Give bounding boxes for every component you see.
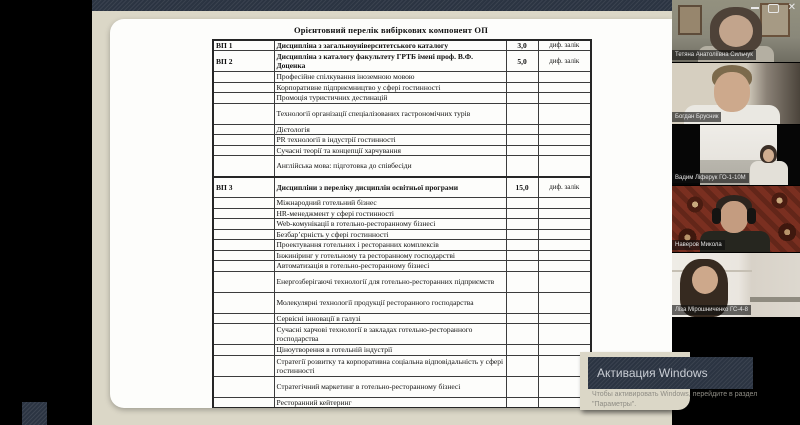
cell-control — [538, 103, 591, 124]
table-row — [213, 103, 591, 124]
windows-activation-hint-line1: Чтобы активировать Windows, перейдите в раздел — [592, 391, 758, 398]
cell-name: Корпоративне підприємництво у сфері гостинності — [274, 82, 506, 93]
table-row — [213, 355, 591, 376]
cell-code — [213, 219, 274, 230]
cell-control — [538, 324, 591, 345]
cell-code: ВП 3 — [213, 177, 274, 198]
cell-control — [538, 240, 591, 251]
participant-video-4[interactable] — [672, 186, 800, 252]
cell-credits — [506, 261, 538, 272]
cell-name: Сучасні теорії та концепції харчування — [274, 145, 506, 156]
cell-code — [213, 208, 274, 219]
headphones-art — [712, 208, 721, 224]
table-row — [213, 82, 591, 93]
table-row — [213, 145, 591, 156]
cell-credits — [506, 240, 538, 251]
cell-control: диф. залік — [538, 51, 591, 72]
cell-name: Професійне спілкування іноземною мовою — [274, 72, 506, 83]
table-row — [213, 240, 591, 251]
cell-credits — [506, 82, 538, 93]
cell-code — [213, 292, 274, 313]
windows-activation-watermark: Активация Windows — [588, 357, 753, 389]
cell-control — [538, 271, 591, 292]
cell-name: Дієтологія — [274, 124, 506, 135]
courses-table-body — [213, 40, 591, 408]
cell-credits — [506, 313, 538, 324]
table-row — [213, 397, 591, 408]
cell-name: Сервісні інновації в галузі — [274, 313, 506, 324]
close-icon[interactable]: ✕ — [787, 2, 796, 13]
cell-name: Дисципліна з загальноуніверситетського каталогу — [274, 40, 506, 51]
cell-control — [538, 229, 591, 240]
cell-control — [538, 93, 591, 104]
cell-credits: 15,0 — [506, 177, 538, 198]
cell-name: Безбар’єрність у сфері гостинності — [274, 229, 506, 240]
cell-credits — [506, 124, 538, 135]
cell-code: ВП 2 — [213, 51, 274, 72]
cell-code — [213, 93, 274, 104]
cell-credits — [506, 376, 538, 397]
cell-control — [538, 313, 591, 324]
cell-code — [213, 198, 274, 209]
cell-code — [213, 250, 274, 261]
table-row — [213, 313, 591, 324]
cell-name: Ціноутворення в готельній індустрії — [274, 345, 506, 356]
cell-code — [213, 135, 274, 146]
cell-credits — [506, 208, 538, 219]
person-silhouette — [763, 149, 774, 162]
cell-code — [213, 324, 274, 345]
cell-name: Ресторанний кейтеринг — [274, 397, 506, 408]
cell-name: Сучасні харчові технології в закладах готельно-ресторанного господарства — [274, 324, 506, 345]
participant-name-label: Вадим Ліферук ГО-1-10М — [672, 173, 749, 183]
headphones-art — [747, 208, 756, 224]
cell-control — [538, 250, 591, 261]
cell-name: Дисципліна з каталогу факультету ГРТБ імені проф. В.Ф. Доценка — [274, 51, 506, 72]
document-title: Орієнтовний перелік вибіркових компонент ОП — [293, 25, 489, 35]
cell-credits — [506, 135, 538, 146]
table-row — [213, 124, 591, 135]
cell-credits — [506, 72, 538, 83]
cell-code — [213, 82, 274, 93]
participant-video-2[interactable] — [672, 63, 800, 124]
cell-code — [213, 261, 274, 272]
presenter-desktop-top-strip — [92, 0, 672, 11]
cell-credits — [506, 145, 538, 156]
cell-code — [213, 72, 274, 83]
cell-credits — [506, 397, 538, 408]
cell-name: Технології організації спеціалізованих гастрономічних турів — [274, 103, 506, 124]
cell-credits — [506, 219, 538, 230]
cell-name: Англійська мова: підготовка до співбесіди — [274, 156, 506, 177]
view-mode-icon[interactable] — [768, 4, 779, 13]
table-row — [213, 271, 591, 292]
cell-name: Автоматизація в готельно-ресторанному бізнесі — [274, 261, 506, 272]
cell-control — [538, 219, 591, 230]
cell-credits — [506, 229, 538, 240]
desktop-taskbar-chip — [22, 402, 47, 425]
cell-code — [213, 355, 274, 376]
cell-control — [538, 145, 591, 156]
table-row — [213, 177, 591, 198]
participant-name-label: Богдан Брусник — [672, 112, 721, 122]
wall-picture-art — [678, 5, 702, 35]
cell-credits — [506, 355, 538, 376]
cell-name: Міжнародний готельний бізнес — [274, 198, 506, 209]
cell-name: Стратегічний маркетинг в готельно-ресторанному бізнесі — [274, 376, 506, 397]
cell-name: Промоція туристичних дестинацій — [274, 93, 506, 104]
person-silhouette — [750, 161, 788, 185]
cell-control: диф. залік — [538, 40, 591, 51]
cell-name: Дисципліни з переліку дисциплін освітньої програми — [274, 177, 506, 198]
cell-control — [538, 156, 591, 177]
cell-control — [538, 72, 591, 83]
cell-code: ВП 1 — [213, 40, 274, 51]
kitchen-counter-art — [750, 297, 800, 302]
cell-credits: 3,0 — [506, 40, 538, 51]
cell-code — [213, 271, 274, 292]
table-row — [213, 198, 591, 209]
table-row — [213, 324, 591, 345]
cell-code — [213, 397, 274, 408]
participant-video-5[interactable] — [672, 253, 800, 317]
cell-name: HR-менеджмент у сфері гостинності — [274, 208, 506, 219]
cell-control — [538, 208, 591, 219]
cell-credits — [506, 324, 538, 345]
cell-name: PR технології в індустрії гостинності — [274, 135, 506, 146]
cell-credits — [506, 250, 538, 261]
person-silhouette — [692, 266, 718, 294]
cell-credits: 5,0 — [506, 51, 538, 72]
cell-code — [213, 313, 274, 324]
table-row — [213, 51, 591, 72]
cell-credits — [506, 156, 538, 177]
cell-name: Інжиніринг у готельному та ресторанному господарстві — [274, 250, 506, 261]
table-row — [213, 229, 591, 240]
cell-control: диф. залік — [538, 177, 591, 198]
table-row — [213, 135, 591, 146]
cell-control — [538, 261, 591, 272]
cell-credits — [506, 198, 538, 209]
table-row — [213, 261, 591, 272]
cell-code — [213, 345, 274, 356]
cell-credits — [506, 103, 538, 124]
table-row — [213, 156, 591, 177]
cell-credits — [506, 292, 538, 313]
cell-control — [538, 135, 591, 146]
participant-name-label: Наверов Микола — [672, 240, 725, 250]
cell-code — [213, 103, 274, 124]
cell-name: Молекулярні технології продукції ресторанного господарства — [274, 292, 506, 313]
cell-control — [538, 82, 591, 93]
table-row — [213, 376, 591, 397]
cell-name: Стратегії розвитку та корпоративна соціальна відповідальність у сфері гостинності — [274, 355, 506, 376]
shared-document-page — [110, 19, 672, 408]
cell-credits — [506, 345, 538, 356]
cell-code — [213, 240, 274, 251]
minimize-icon[interactable] — [751, 7, 759, 9]
cell-control — [538, 198, 591, 209]
table-row — [213, 345, 591, 356]
cell-control — [538, 124, 591, 135]
windows-activation-hint-line2: "Параметры". — [592, 401, 637, 408]
courses-table — [212, 39, 592, 408]
table-row — [213, 72, 591, 83]
cell-name: Енергозберігаючі технології для готельно-ресторанних підприємств — [274, 271, 506, 292]
person-silhouette — [720, 201, 748, 233]
cell-code — [213, 229, 274, 240]
table-row — [213, 219, 591, 230]
cell-name: Web-комунікації в готельно-ресторанному бізнесі — [274, 219, 506, 230]
participant-name-label: Тетяна Анатоліївна Сильчук — [672, 50, 756, 60]
participant-video-3[interactable] — [672, 125, 800, 185]
table-row — [213, 208, 591, 219]
table-row — [213, 40, 591, 51]
cell-code — [213, 145, 274, 156]
cell-code — [213, 124, 274, 135]
table-row — [213, 292, 591, 313]
cell-code — [213, 156, 274, 177]
table-row — [213, 250, 591, 261]
cell-credits — [506, 93, 538, 104]
table-row — [213, 93, 591, 104]
cell-code — [213, 376, 274, 397]
video-strip-controls — [751, 3, 796, 13]
participant-name-label: Ліза Мірошниченко ГС-4-8 — [672, 305, 751, 315]
cell-credits — [506, 271, 538, 292]
person-silhouette — [719, 15, 753, 47]
cell-control — [538, 292, 591, 313]
person-silhouette — [714, 72, 750, 112]
cell-name: Проектування готельних і ресторанних комплексів — [274, 240, 506, 251]
